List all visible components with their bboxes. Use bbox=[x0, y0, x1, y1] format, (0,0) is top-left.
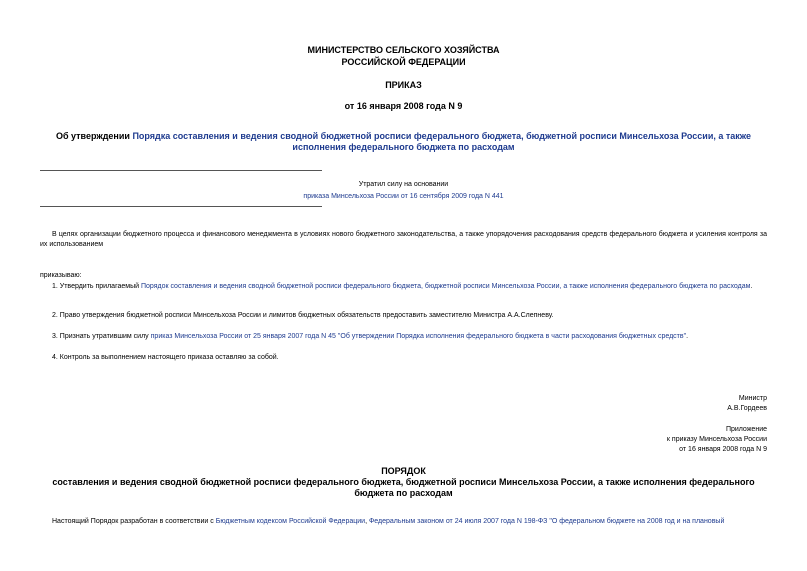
ministry-heading bbox=[0, 44, 807, 68]
order-title-word: ПОРЯДОК bbox=[381, 466, 426, 476]
status-note-link[interactable]: приказа Минсельхоза России от 16 сентября 2009 года N 441 bbox=[303, 193, 504, 200]
divider-bottom bbox=[40, 206, 322, 207]
document-type: ПРИКАЗ bbox=[385, 80, 422, 90]
ministry-line-2: РОССИЙСКОЙ ФЕДЕРАЦИИ bbox=[341, 57, 466, 67]
signature-position: Министр bbox=[738, 395, 767, 402]
order-title-text: составления и ведения сводной бюджетной росписи федерального бюджета, бюджетной росписи Минсельхоза России, а также исполнения федерального бюджета по расходам bbox=[52, 477, 755, 498]
signature-name: А.В.Гордеев bbox=[727, 405, 767, 412]
appendix-line-2: к приказу Минсельхоза России bbox=[666, 436, 767, 443]
item-1-suffix: . bbox=[750, 283, 753, 290]
intro-middle: , bbox=[365, 518, 369, 525]
item-1-link[interactable]: Порядок составления и ведения сводной бюджетной росписи федерального бюджета, бюджетной росписи Минсельхоза России, а также исполнения федерального бюджета по расходам bbox=[140, 283, 751, 290]
intro-link-federal-law[interactable]: Федеральным законом от 24 июля 2007 года N 198-ФЗ "О федеральном бюджете на 2008 год и на плановый bbox=[368, 518, 725, 525]
appendix-line-3: от 16 января 2008 года N 9 bbox=[679, 446, 767, 453]
order-word: приказываю: bbox=[40, 272, 82, 279]
item-3-link[interactable]: приказ Минсельхоза России от 25 января 2007 года N 45 "Об утверждении Порядка исполнения федерального бюджета в части расходования бюджетных средств" bbox=[150, 333, 687, 340]
status-note-text: Утратил силу на основании bbox=[358, 181, 449, 188]
item-3-prefix: 3. Признать утратившим силу bbox=[52, 333, 151, 340]
ministry-line-1: МИНИСТЕРСТВО СЕЛЬСКОГО ХОЗЯЙСТВА bbox=[307, 45, 500, 55]
status-note bbox=[40, 180, 767, 202]
order-title bbox=[40, 466, 767, 499]
subject-prefix: Об утверждении bbox=[55, 131, 133, 141]
item-4: 4. Контроль за выполнением настоящего приказа оставляю за собой. bbox=[52, 354, 279, 361]
item-1-prefix: 1. Утвердить прилагаемый bbox=[52, 283, 141, 290]
subject-link[interactable]: Порядка составления и ведения сводной бюджетной росписи федерального бюджета, бюджетной росписи Минсельхоза России, а также исполнения федерального бюджета по расходам bbox=[132, 131, 752, 152]
item-3-suffix: . bbox=[686, 333, 689, 340]
signature-block bbox=[560, 394, 767, 414]
item-2: 2. Право утверждения бюджетной росписи Минсельхоза России и лимитов бюджетных обязательств предоставить заместителю Министра А.А.Слепневу. bbox=[52, 312, 554, 319]
intro-link-budget-code[interactable]: Бюджетным кодексом Российской Федерации bbox=[215, 518, 366, 525]
appendix-line-1: Приложение bbox=[725, 426, 767, 433]
item-1 bbox=[40, 282, 767, 292]
document-date: от 16 января 2008 года N 9 bbox=[344, 101, 463, 111]
appendix-block bbox=[560, 425, 767, 455]
item-3 bbox=[40, 332, 767, 342]
divider-top bbox=[40, 170, 322, 171]
intro-paragraph bbox=[40, 517, 767, 527]
preamble: В целях организации бюджетного процесса и финансового менеджмента в условиях нового бюджетного законодательства, а также упорядочения расходования средств федерального бюджета и усиления контроля за их использованием bbox=[40, 231, 767, 248]
document-subject bbox=[40, 131, 767, 153]
intro-prefix: Настоящий Порядок разработан в соответствии с bbox=[52, 518, 216, 525]
